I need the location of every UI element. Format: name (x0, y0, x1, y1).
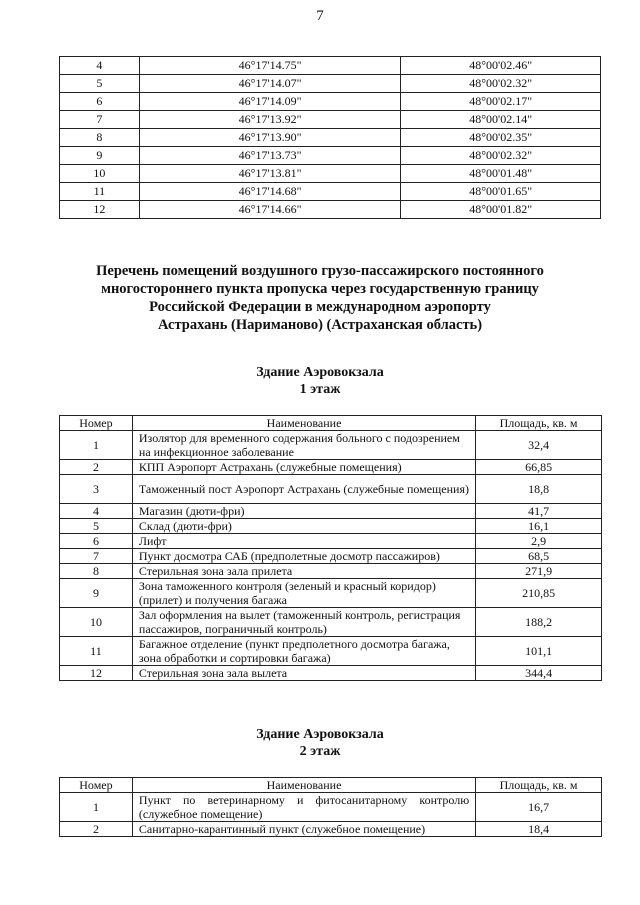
room-area: 188,2 (476, 608, 602, 637)
latitude: 46°17'13.92" (139, 111, 401, 129)
room-area: 16,1 (476, 519, 602, 534)
room-name: Стерильная зона зала прилета (132, 564, 475, 579)
room-name: Стерильная зона зала вылета (132, 666, 475, 681)
table-row (60, 460, 602, 475)
room-area: 16,7 (476, 793, 602, 822)
room-number: 9 (60, 579, 133, 608)
table-header-row (60, 416, 602, 431)
room-name: Магазин (дюти-фри) (132, 504, 475, 519)
floor1-heading (0, 364, 640, 398)
table-row (60, 183, 601, 201)
longitude: 48°00'02.14" (401, 111, 601, 129)
point-number: 11 (60, 183, 140, 201)
longitude: 48°00'01.65" (401, 183, 601, 201)
room-area: 41,7 (476, 504, 602, 519)
room-number: 5 (60, 519, 133, 534)
longitude: 48°00'02.35" (401, 129, 601, 147)
room-name: Таможенный пост Аэропорт Астрахань (служебные помещения) (132, 475, 475, 504)
latitude: 46°17'14.68" (139, 183, 401, 201)
room-name: Лифт (132, 534, 475, 549)
longitude: 48°00'02.17" (401, 93, 601, 111)
floor1-rooms-table (59, 415, 602, 681)
table-row (60, 637, 602, 666)
table-row (60, 93, 601, 111)
point-number: 5 (60, 75, 140, 93)
latitude: 46°17'14.75" (139, 57, 401, 75)
coordinates-table (59, 56, 601, 219)
room-area: 32,4 (476, 431, 602, 460)
header-name: Наименование (132, 416, 475, 431)
room-area: 271,9 (476, 564, 602, 579)
point-number: 7 (60, 111, 140, 129)
point-number: 10 (60, 165, 140, 183)
room-number: 1 (60, 793, 133, 822)
heading-line: Перечень помещений воздушного грузо-пассажирского постоянного (96, 263, 544, 279)
room-number: 6 (60, 534, 133, 549)
table-row (60, 564, 602, 579)
building-title: Здание Аэровокзала (256, 365, 384, 380)
room-name: Багажное отделение (пункт предполетного досмотра багажа, зона обработки и сортировки багажа) (132, 637, 475, 666)
table-row (60, 147, 601, 165)
building-title: Здание Аэровокзала (256, 727, 384, 742)
latitude: 46°17'13.90" (139, 129, 401, 147)
table-row (60, 534, 602, 549)
room-number: 11 (60, 637, 133, 666)
longitude: 48°00'02.46" (401, 57, 601, 75)
room-number: 2 (60, 460, 133, 475)
longitude: 48°00'01.82" (401, 201, 601, 219)
table-row (60, 201, 601, 219)
table-row (60, 608, 602, 637)
table-row (60, 129, 601, 147)
point-number: 4 (60, 57, 140, 75)
heading-line: Астрахань (Нариманово) (Астраханская область) (157, 317, 483, 333)
heading-line: Российской Федерации в международном аэропорту (149, 299, 491, 315)
point-number: 9 (60, 147, 140, 165)
room-area: 66,85 (476, 460, 602, 475)
latitude: 46°17'14.09" (139, 93, 401, 111)
longitude: 48°00'01.48" (401, 165, 601, 183)
table-row (60, 475, 602, 504)
room-name: Изолятор для временного содержания больного с подозрением на инфекционное заболевание (132, 431, 475, 460)
room-area: 344,4 (476, 666, 602, 681)
heading-line: многостороннего пункта пропуска через государственную границу (101, 281, 539, 297)
room-number: 12 (60, 666, 133, 681)
table-row (60, 504, 602, 519)
header-name: Наименование (132, 778, 475, 793)
room-number: 8 (60, 564, 133, 579)
table-row (60, 57, 601, 75)
page-number: 7 (316, 8, 324, 24)
room-number: 3 (60, 475, 133, 504)
table-row (60, 111, 601, 129)
header-area: Площадь, кв. м (476, 416, 602, 431)
header-number: Номер (60, 416, 133, 431)
header-number: Номер (60, 778, 133, 793)
table-row (60, 822, 602, 837)
room-area: 18,4 (476, 822, 602, 837)
floor2-rooms-table (59, 777, 602, 837)
table-row (60, 431, 602, 460)
room-name: Пункт по ветеринарному и фитосанитарному контролю (служебное помещение) (132, 793, 475, 822)
table-row (60, 75, 601, 93)
room-name: Санитарно-карантинный пункт (служебное помещение) (132, 822, 475, 837)
header-area: Площадь, кв. м (476, 778, 602, 793)
room-name: КПП Аэропорт Астрахань (служебные помещения) (132, 460, 475, 475)
room-number: 4 (60, 504, 133, 519)
room-name: Зона таможенного контроля (зеленый и красный коридор) (прилет) и получения багажа (132, 579, 475, 608)
room-name: Зал оформления на вылет (таможенный контроль, регистрация пассажиров, пограничный контроль) (132, 608, 475, 637)
point-number: 12 (60, 201, 140, 219)
longitude: 48°00'02.32" (401, 75, 601, 93)
table-header-row (60, 778, 602, 793)
room-area: 210,85 (476, 579, 602, 608)
table-row (60, 793, 602, 822)
list-heading (0, 262, 640, 334)
latitude: 46°17'14.66" (139, 201, 401, 219)
room-name: Пункт досмотра САБ (предполетные досмотр пассажиров) (132, 549, 475, 564)
point-number: 8 (60, 129, 140, 147)
room-area: 101,1 (476, 637, 602, 666)
room-number: 10 (60, 608, 133, 637)
room-number: 2 (60, 822, 133, 837)
table-row (60, 549, 602, 564)
table-row (60, 519, 602, 534)
floor-title: 2 этаж (299, 744, 341, 759)
room-number: 7 (60, 549, 133, 564)
table-row (60, 579, 602, 608)
room-name: Склад (дюти-фри) (132, 519, 475, 534)
room-number: 1 (60, 431, 133, 460)
room-area: 68,5 (476, 549, 602, 564)
table-row (60, 165, 601, 183)
room-area: 2,9 (476, 534, 602, 549)
latitude: 46°17'14.07" (139, 75, 401, 93)
floor2-heading (0, 726, 640, 760)
point-number: 6 (60, 93, 140, 111)
room-area: 18,8 (476, 475, 602, 504)
floor-title: 1 этаж (299, 382, 341, 397)
latitude: 46°17'13.73" (139, 147, 401, 165)
table-row (60, 666, 602, 681)
longitude: 48°00'02.32" (401, 147, 601, 165)
latitude: 46°17'13.81" (139, 165, 401, 183)
